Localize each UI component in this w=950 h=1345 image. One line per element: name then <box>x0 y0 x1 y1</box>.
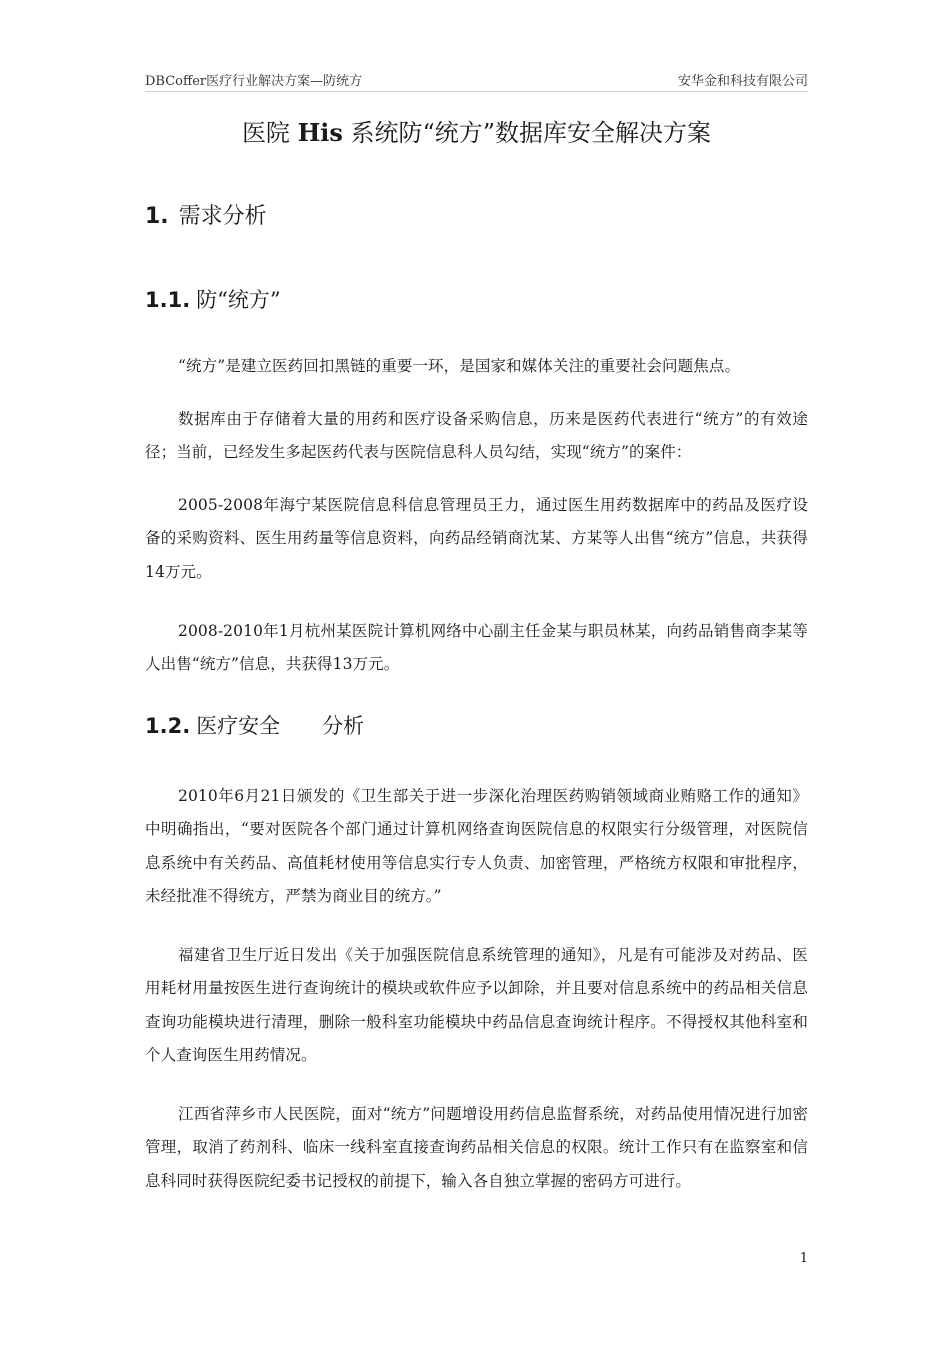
paragraph: 数据库由于存储着大量的用药和医疗设备采购信息，历来是医药代表进行“统方”的有效途径；当前，已经发生多起医药代表与医院信息科人员勾结，实现“统方”的案件： <box>145 410 808 462</box>
section-1-number: 1. <box>145 204 169 229</box>
paragraph: 江西省萍乡市人民医院，面对“统方”问题增设用药信息监督系统，对药品使用情况进行加密管理，取消了药剂科、临床一线科室直接查询药品相关信息的权限。统计工作只有在监察室和信息科同时获得医院纪委书记授权的前提下，输入各自独立掌握的密码方可进行。 <box>145 1105 808 1190</box>
section-1-1-number: 1.1. <box>145 288 191 312</box>
section-1-2-number: 1.2. <box>145 714 191 738</box>
section-1-1-heading <box>145 284 281 316</box>
header-company-name: 安华金和科技有限公司 <box>677 74 808 89</box>
paragraph: “统方”是建立医药回扣黑链的重要一环，是国家和媒体关注的重要社会问题焦点。 <box>178 357 741 375</box>
page-number: 1 <box>799 1251 808 1266</box>
header-left-text: DBCoffer医疗行业解决方案—防统方 <box>145 74 363 89</box>
title-suffix: 系统防“统方”数据库安全解决方案 <box>342 119 712 147</box>
section-1-title: 需求分析 <box>178 204 267 229</box>
document-title <box>145 115 808 151</box>
title-bold-term: His <box>297 118 343 147</box>
title-prefix: 医院 <box>241 119 298 147</box>
paragraph: 2008-2010年1月杭州某医院计算机网络中心副主任金某与职员林某，向药品销售商李某等人出售“统方”信息，共获得13万元。 <box>145 622 808 674</box>
section-1-2-title: 医疗安全 分析 <box>196 714 365 738</box>
section-1-2-heading <box>145 710 364 742</box>
section-1-1-title: 防“统方” <box>196 288 281 312</box>
section-1-heading <box>145 200 267 234</box>
paragraph: 2005-2008年海宁某医院信息科信息管理员王力，通过医生用药数据库中的药品及医疗设备的采购资料、医生用药量等信息资料，向药品经销商沈某、方某等人出售“统方”信息，共获得14万元。 <box>145 496 808 581</box>
header-divider <box>145 91 808 92</box>
paragraph: 福建省卫生厅近日发出《关于加强医院信息系统管理的通知》，凡是有可能涉及对药品、医用耗材用量按医生进行查询统计的模块或软件应予以卸除，并且要对信息系统中的药品相关信息查询功能模块进行清理，删除一般科室功能模块中药品信息查询统计程序。不得授权其他科室和个人查询医生用药情况。 <box>145 946 808 1064</box>
page-header <box>145 70 808 90</box>
paragraph: 2010年6月21日颁发的《卫生部关于进一步深化治理医药购销领域商业贿赂工作的通知》中明确指出，“要对医院各个部门通过计算机网络查询医院信息的权限实行分级管理，对医院信息系统中有关药品、高值耗材使用等信息实行专人负责、加密管理，严格统方权限和审批程序，未经批准不得统方，严禁为商业目的统方。” <box>145 787 808 905</box>
